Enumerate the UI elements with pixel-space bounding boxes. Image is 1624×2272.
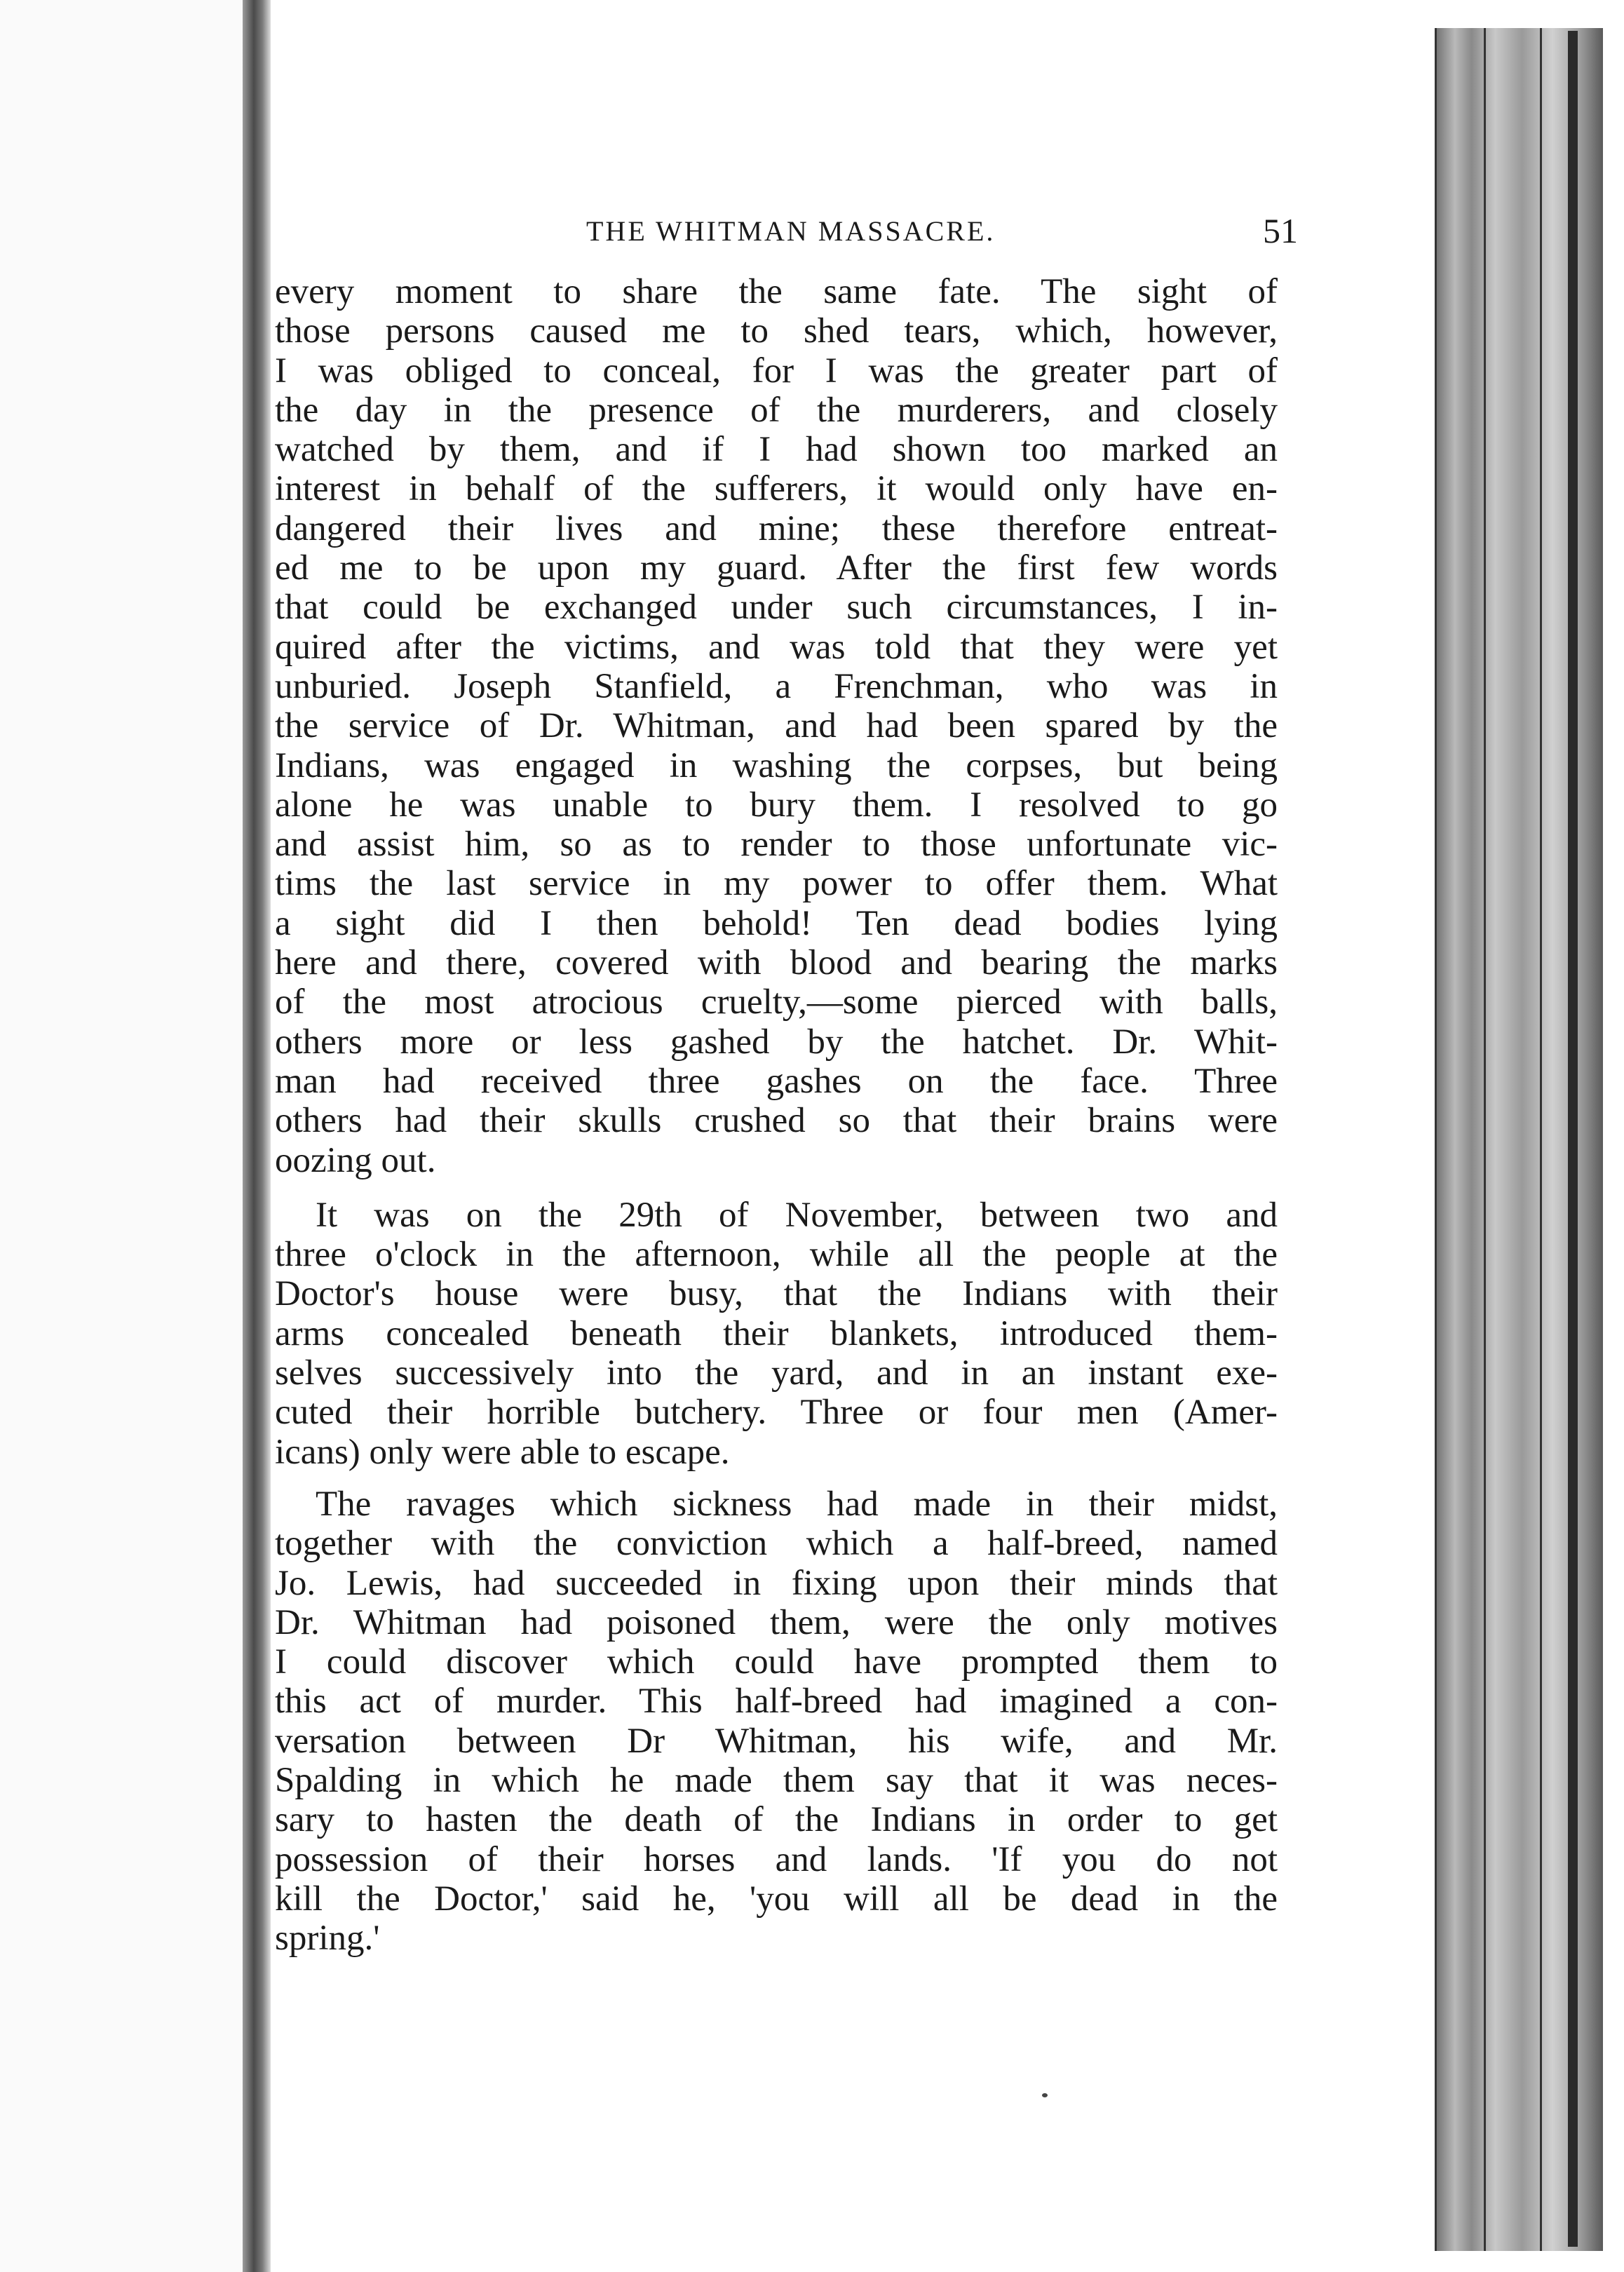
text-line: this act of murder. This half-breed had imagined a con- — [275, 1682, 1278, 1722]
facing-page-line — [0, 635, 251, 675]
facing-page-line — [0, 1628, 251, 1668]
facing-page-line — [0, 515, 251, 555]
facing-page — [0, 0, 261, 2272]
facing-page-line — [0, 1191, 251, 1231]
facing-page-line — [0, 1747, 251, 1787]
facing-page-line — [0, 754, 251, 794]
book-cover-edge — [1568, 31, 1578, 2247]
text-line: together with the conviction which a half-breed, named — [275, 1524, 1278, 1564]
facing-page-line — [0, 1151, 251, 1191]
text-line: ed me to be upon my guard. After the first few words — [275, 548, 1278, 588]
text-line: here and there, covered with blood and bearing the marks — [275, 943, 1278, 983]
edge-line — [1484, 28, 1486, 2251]
text-line: oozing out. — [275, 1140, 436, 1180]
facing-page-line — [0, 1588, 251, 1628]
facing-page-text — [0, 237, 251, 1907]
facing-page-line — [0, 873, 251, 913]
facing-page-line — [0, 1231, 251, 1271]
facing-page-line — [0, 1469, 251, 1509]
facing-page-line — [0, 396, 251, 436]
facing-page-line — [0, 794, 251, 834]
facing-page-line — [0, 675, 251, 715]
text-line: dangered their lives and mine; these therefore entreat- — [275, 508, 1278, 548]
facing-page-line — [0, 1787, 251, 1827]
page-edges — [1435, 28, 1603, 2251]
text-line: those persons caused me to shed tears, which, however, — [275, 311, 1278, 351]
text-line: interest in behalf of the sufferers, it would only have en- — [275, 469, 1278, 509]
text-line: cuted their horrible butchery. Three or four men (Amer- — [275, 1393, 1278, 1433]
text-line: others more or less gashed by the hatchet. Dr. Whit- — [275, 1022, 1278, 1062]
facing-page-line — [0, 1350, 251, 1390]
text-line: The ravages which sickness had made in their midst, — [316, 1484, 1278, 1524]
text-line: Dr. Whitman had poisoned them, were the only motives — [275, 1602, 1278, 1642]
facing-page-line — [0, 277, 251, 317]
text-line: the service of Dr. Whitman, and had been spared by the — [275, 706, 1278, 746]
facing-page-line — [0, 1271, 251, 1311]
text-line: alone he was unable to bury them. I resolved to go — [275, 785, 1278, 825]
text-line: of the most atrocious cruelty,—some pierced with balls, — [275, 982, 1278, 1022]
text-line: that could be exchanged under such circumstances, I in- — [275, 588, 1278, 628]
text-line: kill the Doctor,' said he, 'you will all be dead in the — [275, 1879, 1278, 1919]
paragraph-2 — [275, 1196, 1278, 1472]
text-line: I was obliged to conceal, for I was the greater part of — [275, 351, 1278, 391]
text-line: sary to hasten the death of the Indians in order to get — [275, 1800, 1278, 1840]
facing-page-line — [0, 714, 251, 754]
facing-page-line — [0, 1430, 251, 1470]
page-number: 51 — [1263, 211, 1298, 250]
facing-page-line — [0, 1509, 251, 1549]
edge-line — [1540, 28, 1542, 2251]
text-line: and assist him, so as to render to those unfortunate vic- — [275, 825, 1278, 865]
text-line: arms concealed beneath their blankets, introduced them- — [275, 1313, 1278, 1353]
facing-page-line — [0, 237, 251, 277]
facing-page-line — [0, 1071, 251, 1111]
text-line: Indians, was engaged in washing the corpses, but being — [275, 745, 1278, 785]
text-line: Doctor's house were busy, that the Indians with their — [275, 1274, 1278, 1314]
text-line: It was on the 29th of November, between two and — [316, 1195, 1278, 1235]
page-header — [271, 210, 1308, 259]
book-gutter — [243, 0, 271, 2272]
facing-page-line — [0, 1668, 251, 1708]
facing-page-line — [0, 435, 251, 475]
facing-page-line — [0, 913, 251, 953]
facing-page-line — [0, 1708, 251, 1747]
text-line: watched by them, and if I had shown too marked an — [275, 430, 1278, 470]
text-line: the day in the presence of the murderers, and closely — [275, 390, 1278, 430]
facing-page-line — [0, 1311, 251, 1351]
paragraph-3 — [275, 1485, 1278, 1959]
text-line: a sight did I then behold! Ten dead bodies lying — [275, 903, 1278, 943]
facing-page-line — [0, 952, 251, 992]
facing-page-line — [0, 1549, 251, 1589]
text-line: Jo. Lewis, had succeeded in fixing upon their minds that — [275, 1563, 1278, 1603]
facing-page-line — [0, 833, 251, 873]
text-line: selves successively into the yard, and in an instant exe- — [275, 1353, 1278, 1393]
text-line: unburied. Joseph Stanfield, a Frenchman, who was in — [275, 666, 1278, 706]
facing-page-line — [0, 475, 251, 515]
text-line: icans) only were able to escape. — [275, 1432, 730, 1472]
page-body — [275, 272, 1278, 1958]
text-line: man had received three gashes on the face. Three — [275, 1061, 1278, 1101]
text-line: spring.' — [275, 1919, 380, 1959]
edge-line — [1435, 28, 1437, 2251]
facing-page-line — [0, 1867, 251, 1907]
text-line: three o'clock in the afternoon, while all the people at the — [275, 1235, 1278, 1275]
text-line: tims the last service in my power to offer them. What — [275, 864, 1278, 904]
paragraph-1 — [275, 272, 1278, 1180]
facing-page-line — [0, 356, 251, 396]
facing-page-line — [0, 1111, 251, 1151]
running-title: THE WHITMAN MASSACRE. — [586, 215, 996, 247]
text-line: I could discover which could have prompted them to — [275, 1642, 1278, 1682]
facing-page-line — [0, 316, 251, 356]
ink-speck — [1042, 2093, 1048, 2097]
facing-page-line — [0, 1032, 251, 1072]
facing-page-line — [0, 555, 251, 595]
text-line: every moment to share the same fate. The sight of — [275, 272, 1278, 311]
book-page — [271, 0, 1435, 2272]
text-line: Spalding in which he made them say that it was neces- — [275, 1760, 1278, 1800]
text-line: others had their skulls crushed so that their brains were — [275, 1101, 1278, 1141]
facing-page-line — [0, 1827, 251, 1867]
text-line: possession of their horses and lands. 'If you do not — [275, 1839, 1278, 1879]
facing-page-line — [0, 595, 251, 635]
facing-page-line — [0, 1390, 251, 1430]
text-line: quired after the victims, and was told that they were yet — [275, 627, 1278, 667]
facing-page-line — [0, 992, 251, 1032]
text-line: versation between Dr Whitman, his wife, and Mr. — [275, 1721, 1278, 1761]
